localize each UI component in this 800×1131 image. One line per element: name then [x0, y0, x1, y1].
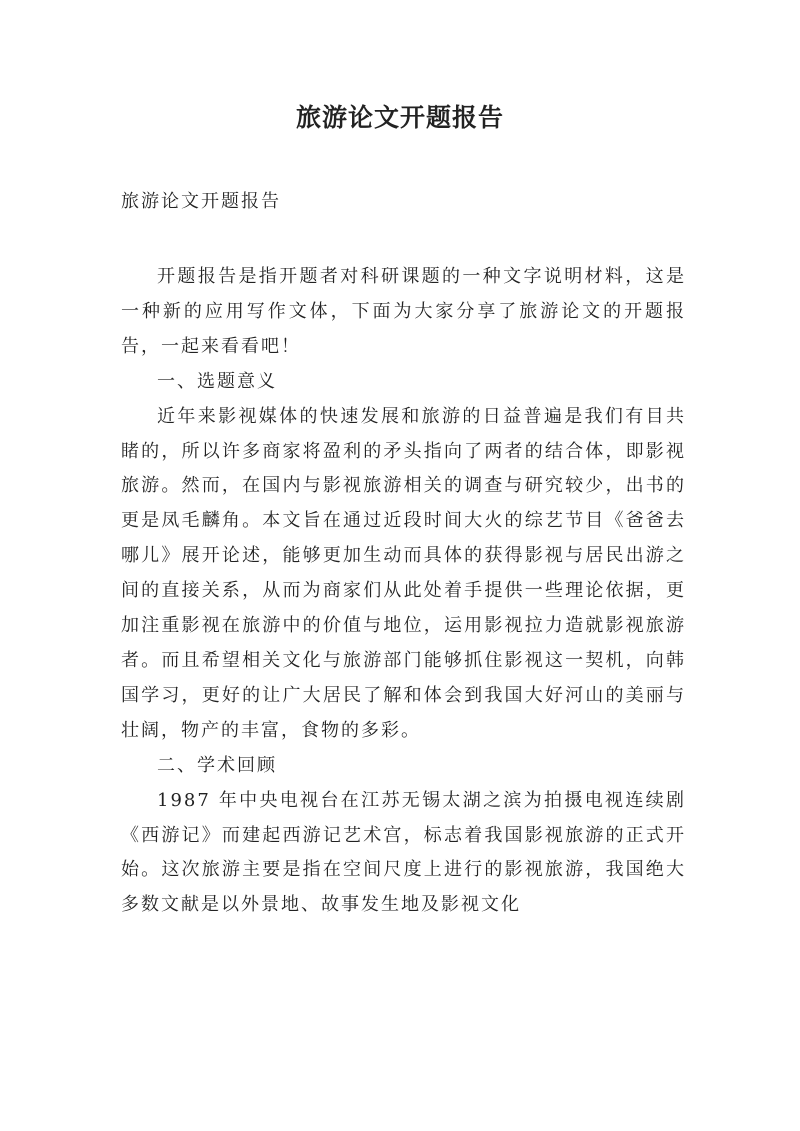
document-subtitle: 旅游论文开题报告 [121, 191, 281, 212]
section-heading-review: 二、学术回顾 [157, 754, 277, 776]
paragraph-significance: 近年来影视媒体的快速发展和旅游的日益普遍是我们有目共睹的，所以许多商家将盈利的矛头指向了两者的结合体，即影视旅游。然而，在国内与影视旅游相关的调查与研究较少，出书的更是凤毛麟角。本文旨在通过近段时间大火的综艺节目《爸爸去哪儿》展开论述，能够更加生动而具体的获得影视与居民出游之间的直接关系，从而为商家们从此处着手提供一些理论依据，更加注重影视在旅游中的价值与地位，运用影视拉力造就影视旅游者。而且希望相关文化与旅游部门能够抓住影视这一契机，向韩国学习，更好的让广大居民了解和体会到我国大好河山的美丽与壮阔，物产的丰富，食物的多彩。 [121, 405, 686, 741]
paragraph-review: 1987 年中央电视台在江苏无锡太湖之滨为拍摄电视连续剧《西游记》而建起西游记艺术宫，标志着我国影视旅游的正式开始。这次旅游主要是指在空间尺度上进行的影视旅游，我国绝大多数文献是以外景地、故事发生地及影视文化 [121, 789, 686, 916]
document-title: 旅游论文开题报告 [295, 103, 504, 132]
paragraph-intro: 开题报告是指开题者对科研课题的一种文字说明材料，这是一种新的应用写作文体，下面为大家分享了旅游论文的开题报告，一起来看看吧！ [121, 266, 686, 357]
section-heading-significance: 一、选题意义 [157, 370, 277, 392]
document-body [121, 260, 686, 923]
